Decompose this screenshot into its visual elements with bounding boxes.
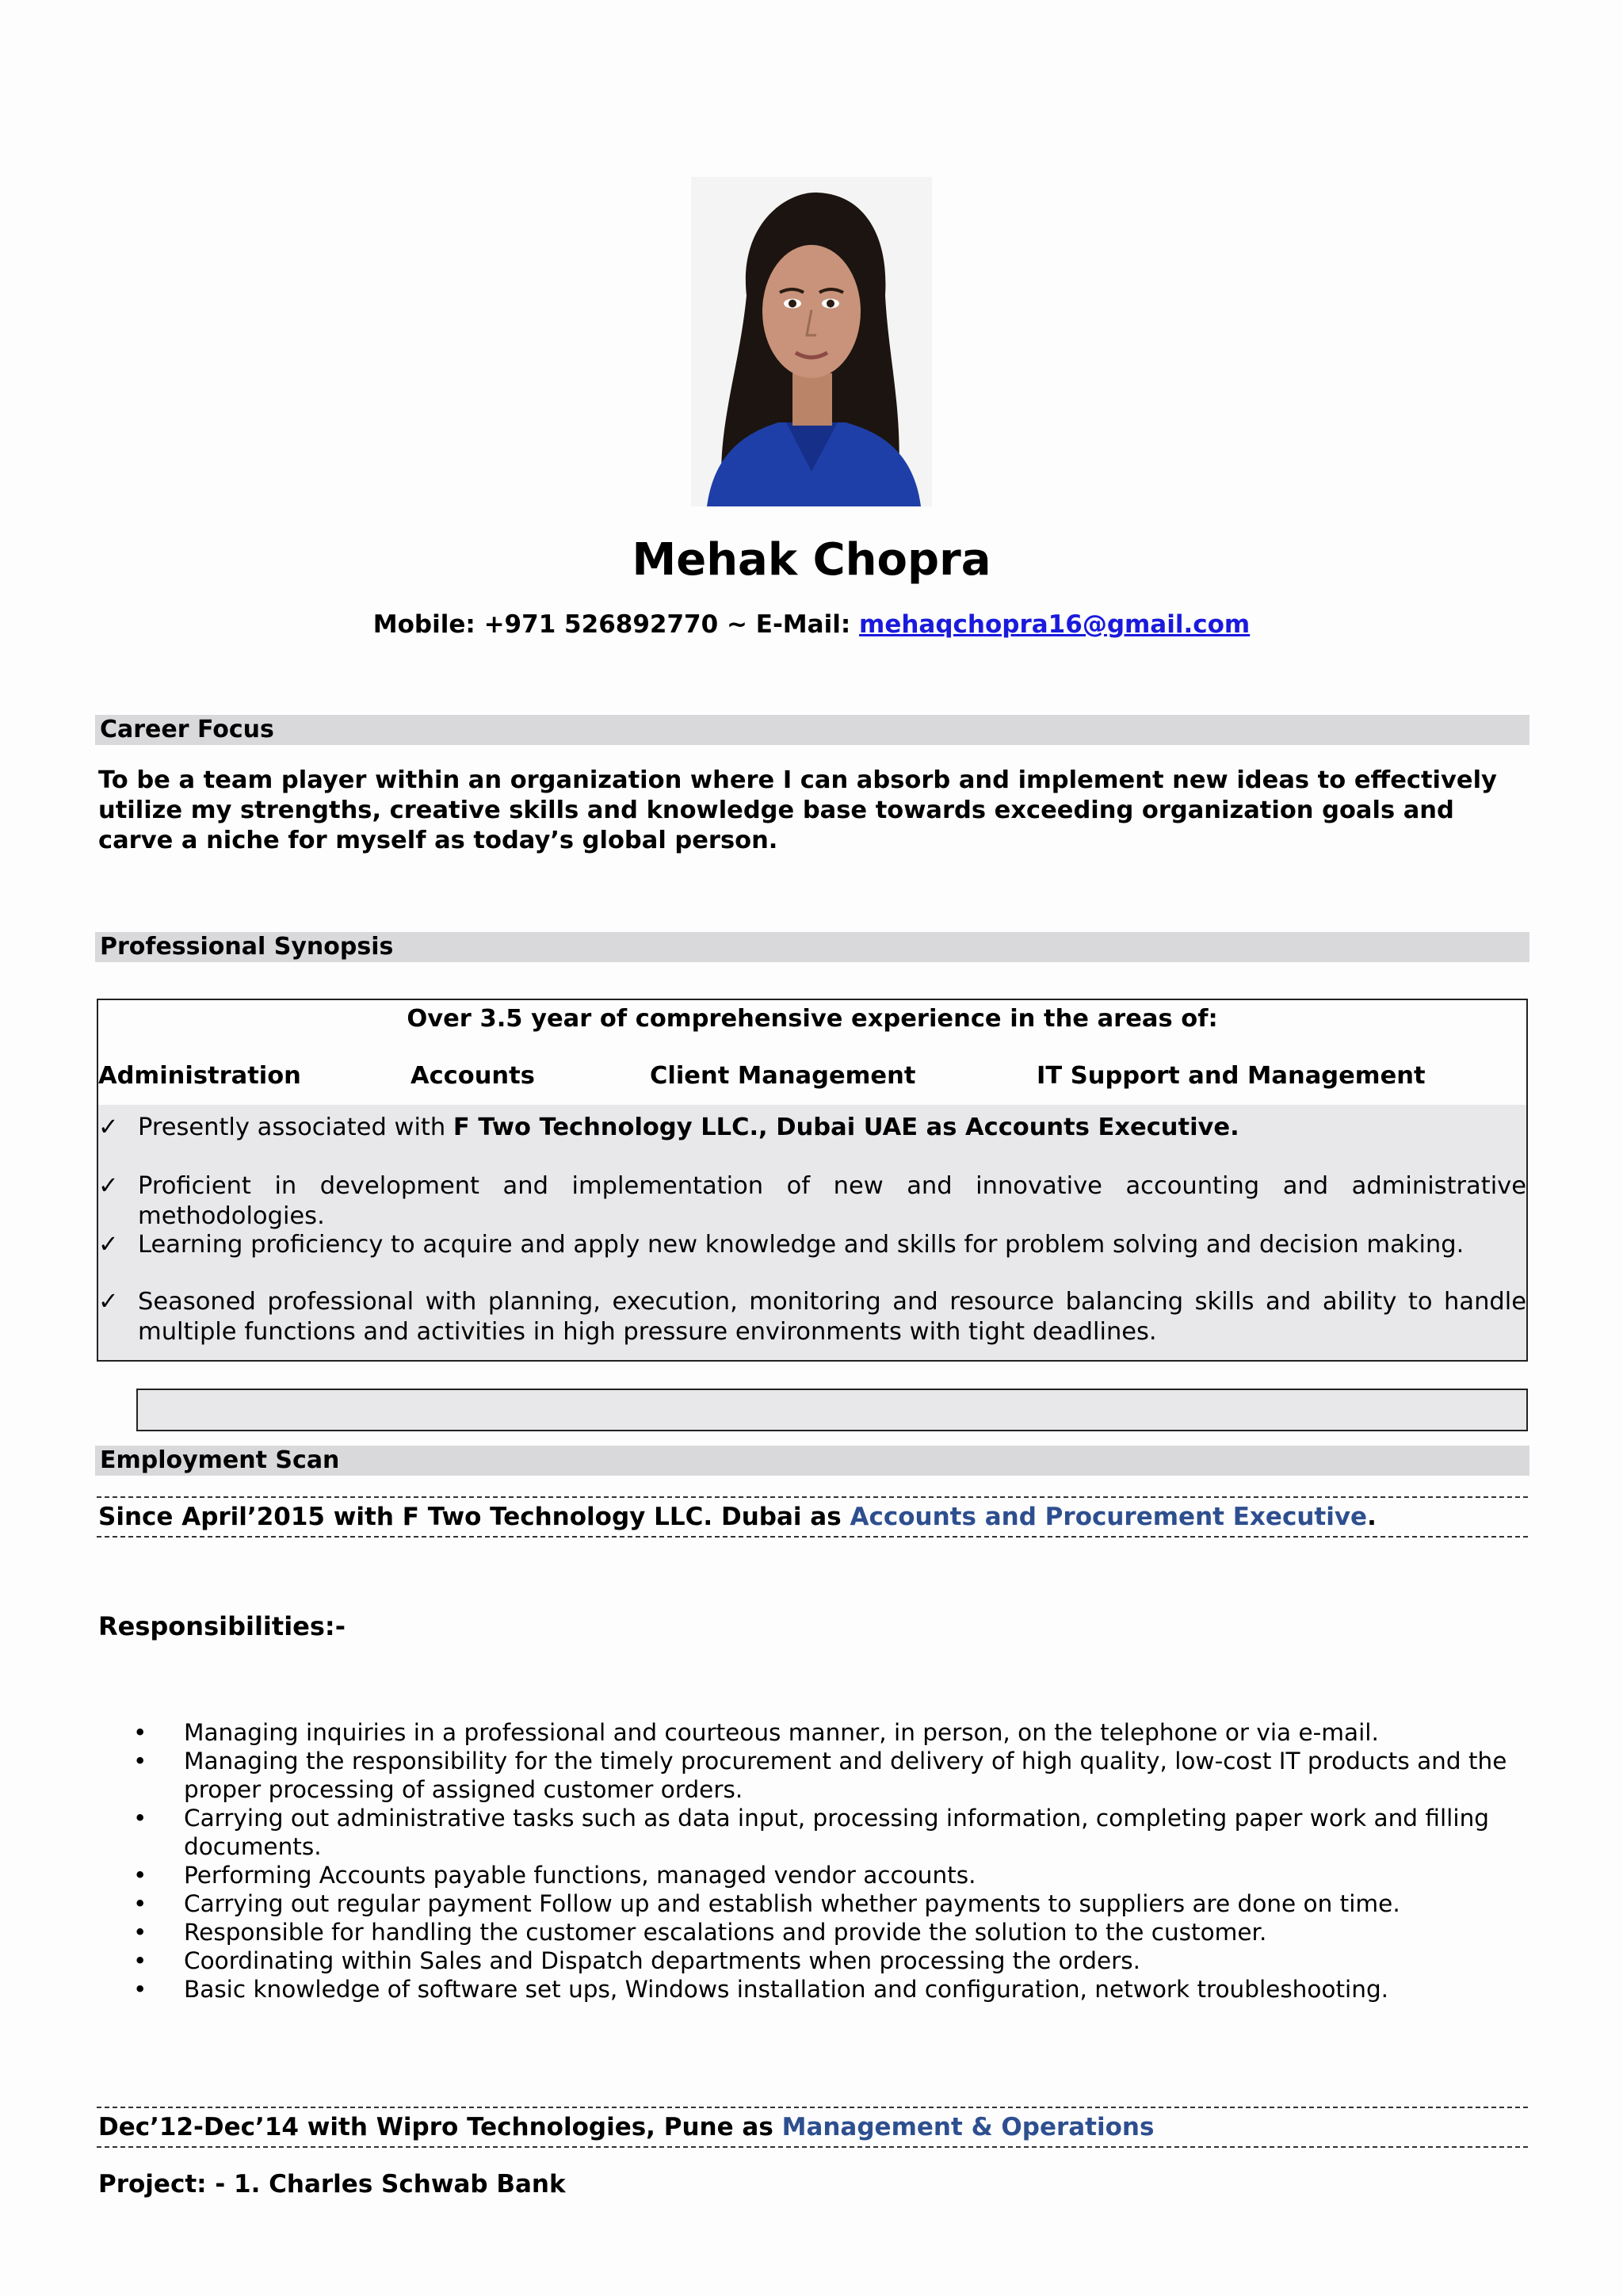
bullet-icon: • (133, 1890, 147, 1917)
responsibility-text: Carrying out regular payment Follow up and establish whether payments to suppliers are done on time. (184, 1890, 1400, 1917)
candidate-name: Mehak Chopra (632, 534, 991, 586)
area-item: Client Management (650, 1062, 916, 1090)
synopsis-item-text: Proficient in development and implementation of new and innovative accounting and administrative methodologies. (138, 1172, 1526, 1230)
synopsis-box (97, 999, 1528, 1362)
job-role: Accounts and Procurement Executive (850, 1503, 1368, 1531)
bullet-icon: • (133, 1976, 147, 2003)
job-prefix: Dec’12-Dec’14 with Wipro Technologies, Pune as (98, 2113, 782, 2141)
empty-box (136, 1389, 1528, 1431)
responsibility-text: Coordinating within Sales and Dispatch departments when processing the orders. (184, 1947, 1141, 1974)
mobile-number: +971 526892770 (483, 610, 719, 639)
profile-photo (691, 177, 932, 506)
synopsis-item-text: Learning proficiency to acquire and apply new knowledge and skills for problem solving and decision making. (138, 1231, 1465, 1259)
mobile-label: Mobile: (372, 610, 475, 639)
career-focus-heading: Career Focus (95, 715, 1529, 745)
synopsis-heading: Professional Synopsis (95, 932, 1529, 962)
job-title-line (98, 2111, 1525, 2143)
bullet-icon: • (133, 1719, 147, 1746)
list-item (98, 1889, 1525, 1918)
synopsis-item-bold: F Two Technology LLC., Dubai UAE as Accounts Executive. (453, 1114, 1239, 1141)
synopsis-list (98, 1105, 1526, 1360)
responsibility-text: Basic knowledge of software set ups, Windows installation and configuration, network troubleshooting. (184, 1976, 1389, 2003)
responsibilities-heading: Responsibilities:- (98, 1611, 346, 1641)
responsibility-text: Managing inquiries in a professional and courteous manner, in person, on the telephone or via e-mail. (184, 1719, 1379, 1746)
area-item: IT Support and Management (1037, 1062, 1426, 1090)
job-suffix: . (1367, 1503, 1377, 1531)
list-item (98, 1918, 1525, 1946)
dashed-divider (97, 1536, 1528, 1538)
responsibility-text: Performing Accounts payable functions, managed vendor accounts. (184, 1862, 976, 1889)
list-item (98, 1946, 1525, 1975)
area-item: Accounts (411, 1062, 535, 1090)
checkmark-icon: ✓ (98, 1288, 119, 1316)
job-prefix: Since April’2015 with F Two Technology LLC. Dubai as (98, 1503, 850, 1531)
bullet-icon: • (133, 1862, 147, 1889)
checkmark-icon: ✓ (98, 1172, 119, 1200)
list-item (98, 1975, 1525, 2004)
list-item (98, 1718, 1525, 1747)
bullet-icon: • (133, 1947, 147, 1974)
responsibility-text: Carrying out administrative tasks such as data input, processing information, completing paper work and filling documents. (184, 1805, 1489, 1860)
dashed-divider (97, 2146, 1528, 2148)
bullet-icon: • (133, 1805, 147, 1832)
synopsis-areas (98, 1059, 1526, 1094)
bullet-icon: • (133, 1748, 147, 1775)
career-focus-text: To be a team player within an organization where I can absorb and implement new ideas to effectively utilize my strengths, creative skills and knowledge base towards exceeding organization goals and carve a niche for myself as today’s global person. (98, 766, 1497, 854)
list-item (98, 1804, 1525, 1861)
job-role: Management & Operations (781, 2113, 1155, 2141)
list-item (98, 1747, 1525, 1804)
dashed-divider (97, 1496, 1528, 1498)
project-line: Project: - 1. Charles Schwab Bank (98, 2170, 566, 2199)
job-title-line (98, 1501, 1525, 1533)
checkmark-icon: ✓ (98, 1114, 119, 1141)
checkmark-icon: ✓ (98, 1231, 119, 1259)
employment-heading: Employment Scan (95, 1446, 1529, 1476)
bullet-icon: • (133, 1919, 147, 1946)
area-item: Administration (98, 1062, 301, 1090)
synopsis-intro: Over 3.5 year of comprehensive experience in the areas of: (407, 1005, 1218, 1033)
responsibilities-list (98, 1718, 1525, 2004)
responsibility-text: Managing the responsibility for the timely procurement and delivery of high quality, low-cost IT products and the proper processing of assigned customer orders. (184, 1748, 1507, 1803)
contact-separator: ~ (726, 610, 747, 639)
responsibility-text: Responsible for handling the customer escalations and provide the solution to the customer. (184, 1919, 1267, 1946)
email-link[interactable]: mehaqchopra16@gmail.com (859, 610, 1251, 639)
synopsis-item-text: Seasoned professional with planning, execution, monitoring and resource balancing skills and ability to handle multiple functions and activities in high pressure environments with tight deadlines. (138, 1288, 1526, 1346)
dashed-divider (97, 2107, 1528, 2108)
contact-line (0, 609, 1623, 640)
synopsis-item-text: Presently associated with (138, 1114, 453, 1141)
email-label: E-Mail: (755, 610, 851, 639)
list-item (98, 1861, 1525, 1889)
